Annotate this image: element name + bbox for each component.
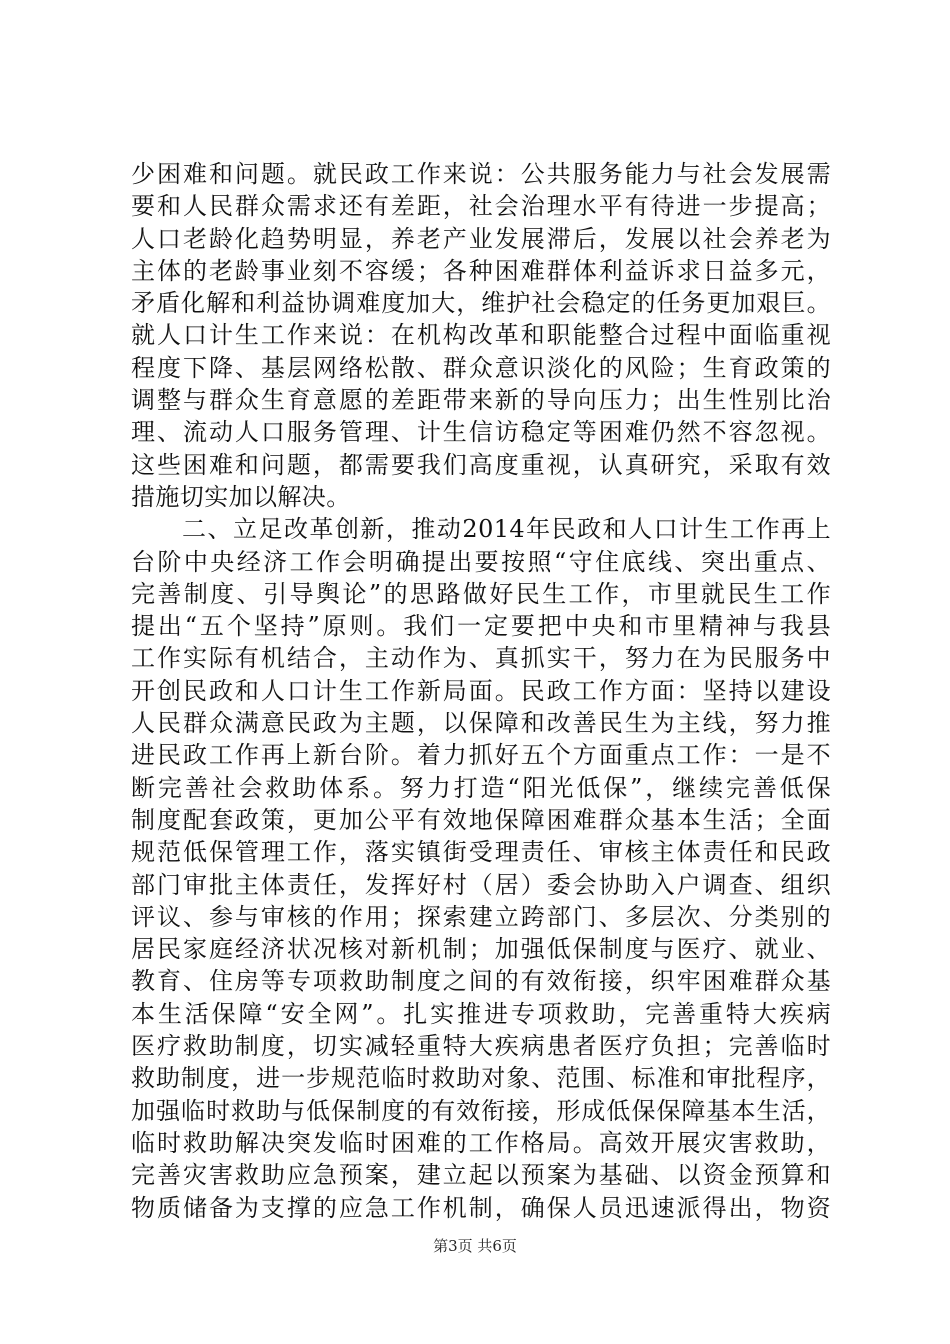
text-line: 工作实际有机结合，主动作为、真抓实干，努力在为民服务中	[131, 644, 831, 673]
text-line: 矛盾化解和利益协调难度加大，维护社会稳定的任务更加艰巨。	[131, 289, 831, 318]
text-line: 临时救助解决突发临时困难的工作格局。高效开展灾害救助，	[131, 1128, 831, 1157]
page-footer	[0, 1236, 950, 1256]
text-line: 少困难和问题。就民政工作来说：公共服务能力与社会发展需	[131, 160, 831, 188]
text-line: 评议、参与审核的作用；探索建立跨部门、多层次、分类别的	[131, 902, 831, 931]
text-line: 物质储备为支撑的应急工作机制，确保人员迅速派得出，物资	[131, 1193, 831, 1222]
text-line: 调整与群众生育意愿的差距带来新的导向压力；出生性别比治	[131, 386, 831, 415]
text-line: 主体的老龄事业刻不容缓；各种困难群体利益诉求日益多元，	[131, 256, 831, 285]
text-line: 制度配套政策，更加公平有效地保障困难群众基本生活；全面	[131, 805, 831, 834]
text-line: 这些困难和问题，都需要我们高度重视，认真研究，采取有效	[131, 450, 831, 479]
text-line: 开创民政和人口计生工作新局面。民政工作方面：坚持以建设	[131, 676, 831, 705]
text-line: 本生活保障“安全网”。扎实推进专项救助，完善重特大疾病	[131, 999, 831, 1028]
text-line: 救助制度，进一步规范临时救助对象、范围、标准和审批程序，	[131, 1064, 831, 1093]
text-line: 要和人民群众需求还有差距，社会治理水平有待进一步提高；	[131, 192, 831, 221]
text-line: 进民政工作再上新台阶。着力抓好五个方面重点工作：一是不	[131, 741, 831, 770]
document-body	[131, 158, 831, 1224]
text-line: 教育、住房等专项救助制度之间的有效衔接，织牢困难群众基	[131, 967, 831, 996]
text-line: 加强临时救助与低保制度的有效衔接，形成低保保障基本生活，	[131, 1096, 831, 1125]
text-line: 台阶中央经济工作会明确提出要按照“守住底线、突出重点、	[131, 547, 831, 576]
text-line: 措施切实加以解决。	[131, 482, 351, 511]
text-line: 部门审批主体责任，发挥好村（居）委会协助入户调查、组织	[131, 870, 831, 899]
text-line: 就人口计生工作来说：在机构改革和职能整合过程中面临重视	[131, 321, 831, 350]
text-line: 断完善社会救助体系。努力打造“阳光低保”，继续完善低保	[131, 773, 831, 802]
text-line: 完善制度、引导舆论”的思路做好民生工作，市里就民生工作	[131, 579, 831, 608]
text-line: 理、流动人口服务管理、计生信访稳定等困难仍然不容忽视。	[131, 418, 831, 447]
text-line: 医疗救助制度，切实减轻重特大疾病患者医疗负担；完善临时	[131, 1032, 831, 1061]
text-line: 规范低保管理工作，落实镇街受理责任、审核主体责任和民政	[131, 838, 831, 867]
text-line: 人民群众满意民政为主题，以保障和改善民生为主线，努力推	[131, 709, 831, 738]
text-line: 居民家庭经济状况核对新机制；加强低保制度与医疗、就业、	[131, 935, 831, 964]
text-line: 二、立足改革创新，推动2014年民政和人口计生工作再上	[131, 515, 831, 544]
text-line: 程度下降、基层网络松散、群众意识淡化的风险；生育政策的	[131, 353, 831, 382]
text-line: 完善灾害救助应急预案，建立起以预案为基础、以资金预算和	[131, 1161, 831, 1190]
page-number-label: 第3页 共6页	[433, 1237, 517, 1255]
text-line: 人口老龄化趋势明显，养老产业发展滞后，发展以社会养老为	[131, 224, 831, 253]
text-line: 提出“五个坚持”原则。我们一定要把中央和市里精神与我县	[131, 612, 831, 641]
